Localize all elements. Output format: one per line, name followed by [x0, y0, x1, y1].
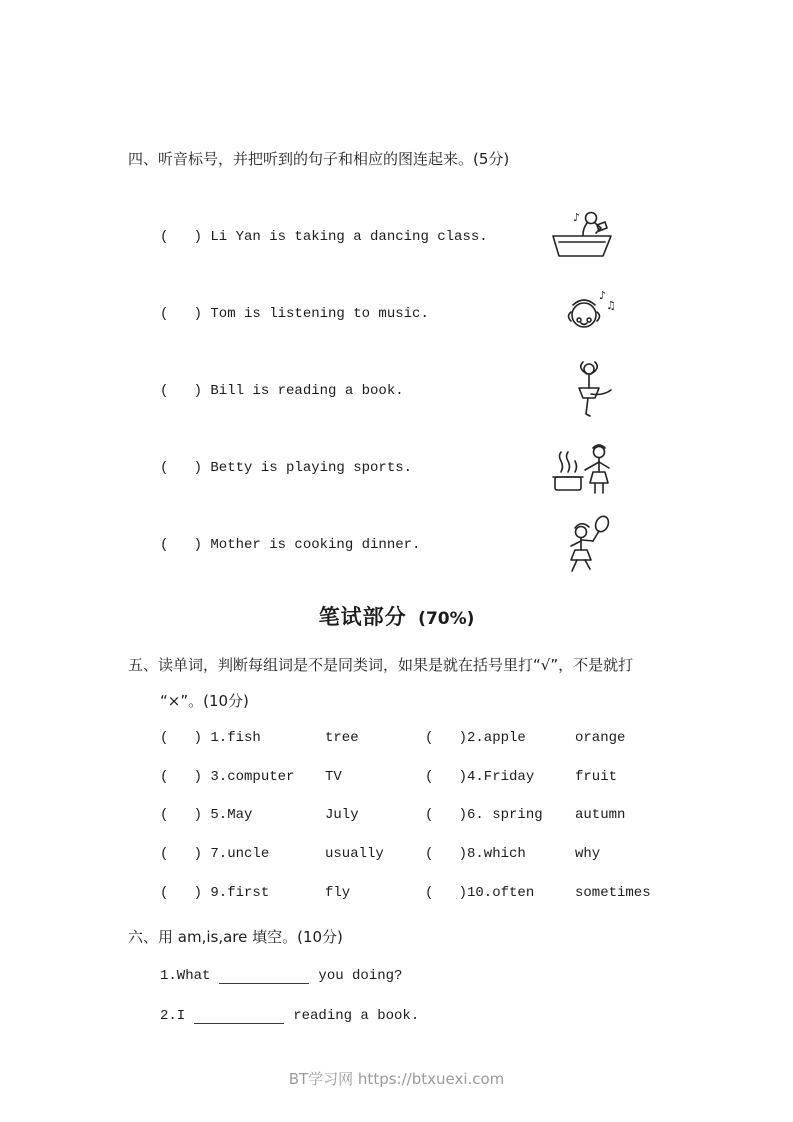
fill-in-item — [160, 964, 665, 988]
svg-text:♪: ♪ — [573, 210, 581, 224]
word-pair-cell: autumn — [575, 807, 626, 824]
word-pair-cell: usually — [325, 846, 384, 863]
section4-title: 四、听音标号，并把听到的句子和相应的图连起来。(5分) — [128, 150, 510, 168]
matching-item — [160, 275, 665, 352]
fill-in-after-text: reading a book. — [293, 1007, 420, 1024]
word-pair-cell: ( ) 9.first — [160, 884, 270, 901]
word-pair-cell: sometimes — [575, 884, 651, 901]
section4-matching-list — [128, 198, 665, 583]
svg-text:♪: ♪ — [599, 288, 607, 302]
word-pair-cell: orange — [575, 730, 626, 747]
word-pair-cell: ( )10.often — [425, 884, 535, 901]
sentence-cooking-dinner: ( ) Mother is cooking dinner. — [160, 536, 421, 553]
boy-listening-music-image — [559, 287, 617, 341]
word-pair-cell: ( )6. spring — [425, 807, 543, 824]
girl-badminton-image — [557, 514, 617, 576]
word-pair-cell: TV — [325, 768, 342, 785]
word-pair-row — [128, 873, 665, 912]
sentence-playing-sports: ( ) Betty is playing sports. — [160, 459, 413, 476]
matching-item — [160, 429, 665, 506]
singing-at-table-image — [545, 209, 617, 265]
word-pair-cell: ( ) 5.May — [160, 807, 253, 824]
fill-in-before-text: 2.I — [160, 1007, 186, 1024]
fill-in-after-text: you doing? — [318, 967, 403, 984]
section6-fill-in-list — [128, 964, 665, 1028]
cooking-pot-steam-image — [547, 439, 617, 497]
section5-title — [128, 647, 665, 719]
sentence-dancing-class: ( ) Li Yan is taking a dancing class. — [160, 228, 488, 245]
matching-item — [160, 506, 665, 583]
section6-title: 六、用 am,is,are 填空。(10分) — [128, 927, 343, 946]
word-pair-cell: ( ) 1.fish — [160, 730, 261, 747]
word-pair-row — [128, 758, 665, 797]
word-pair-cell: why — [575, 846, 601, 863]
sentence-listening-music: ( ) Tom is listening to music. — [160, 305, 429, 322]
section5-word-table — [128, 719, 665, 912]
svg-text:♫: ♫ — [606, 298, 616, 312]
word-pair-row — [128, 719, 665, 758]
word-pair-cell: fruit — [575, 768, 618, 785]
written-part-score: (70%) — [418, 609, 475, 629]
word-pair-cell: ( )2.apple — [425, 730, 526, 747]
word-pair-cell: fly — [325, 884, 351, 901]
word-pair-cell: ( ) 3.computer — [160, 768, 295, 785]
ballet-dancer-image — [561, 360, 617, 422]
word-pair-cell: July — [325, 807, 359, 824]
fill-in-item — [160, 1004, 665, 1028]
fill-in-before-text: 1.What — [160, 967, 211, 984]
word-pair-cell: ( ) 7.uncle — [160, 846, 270, 863]
word-pair-row — [128, 796, 665, 835]
fill-in-blank — [219, 968, 309, 984]
sentence-reading-book: ( ) Bill is reading a book. — [160, 382, 404, 399]
written-part-header — [128, 601, 665, 631]
written-part-title: 笔试部分 — [318, 605, 407, 629]
word-pair-row — [128, 835, 665, 874]
watermark-footer: BT学习网 https://btxuexi.com — [288, 1070, 505, 1088]
fill-in-blank — [194, 1008, 284, 1024]
section5-title-line1: 五、读单词，判断每组词是不是同类词，如果是就在括号里打“√”，不是就打 — [128, 656, 634, 674]
matching-item — [160, 352, 665, 429]
word-pair-cell: ( )8.which — [425, 846, 526, 863]
word-pair-cell: ( )4.Friday — [425, 768, 535, 785]
matching-item — [160, 198, 665, 275]
section5-title-line2: “×”。(10分) — [160, 692, 249, 710]
word-pair-cell: tree — [325, 730, 359, 747]
